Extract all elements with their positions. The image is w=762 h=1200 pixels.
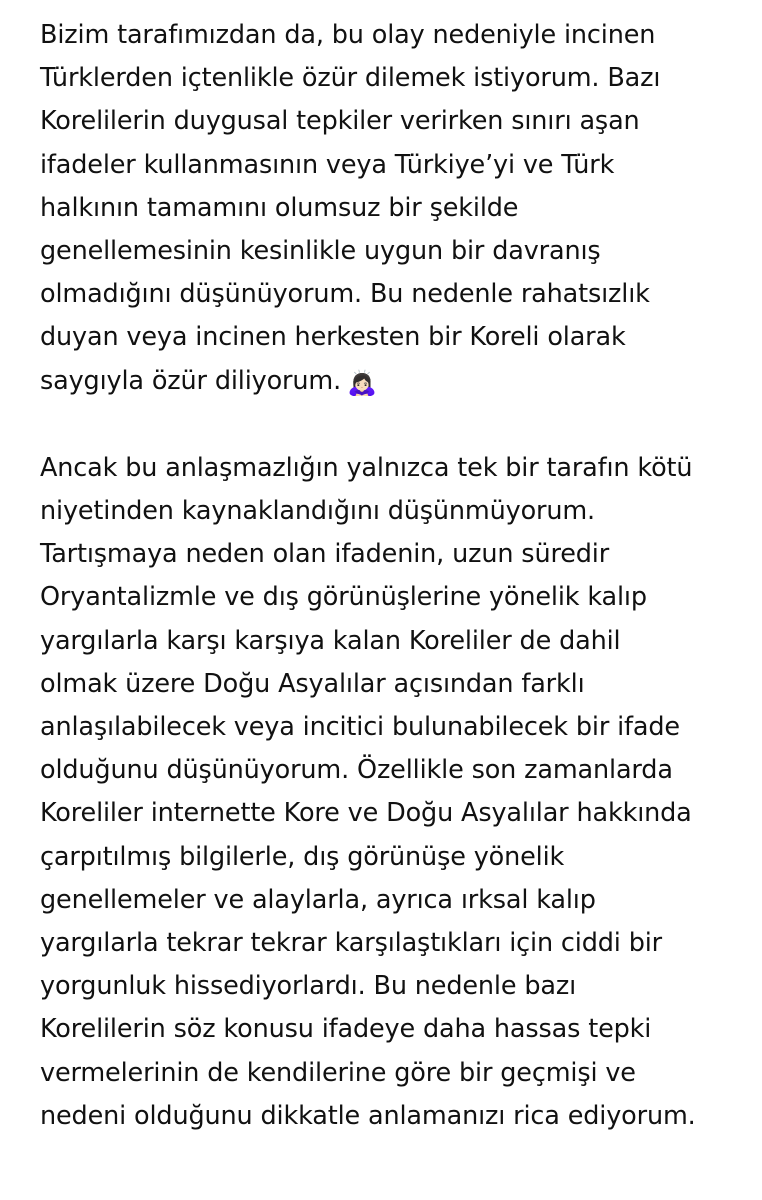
text-line: genellemeler ve alaylarla, ayrıca ırksal kalıp [40,884,596,915]
text-line: olmak üzere Doğu Asyalılar açısından farklı [40,668,585,699]
text-line: Korelilerin duygusal tepkiler verirken sınırı aşan [40,106,640,137]
text-line: Oryantalizmle ve dış görünüşlerine yönelik kalıp [40,582,647,613]
text-line: yargılarla tekrar tekrar karşılaştıkları için ciddi bir [40,928,663,959]
text-line: Tartışmaya neden olan ifadenin, uzun süredir [40,539,610,570]
text-line: Türklerden içtenlikle özür dilemek istiyorum. Bazı [40,63,661,94]
text-line: anlaşılabilecek veya incitici bulunabilecek bir ifade [40,712,680,743]
text-line: niyetinden kaynaklandığını düşünmüyorum. [40,496,596,527]
text-line: nedeni olduğunu dikkatle anlamanızı rica ediyorum. [40,1100,696,1131]
text-line: olmadığını düşünüyorum. Bu nedenle rahatsızlık [40,279,650,310]
text-line: olduğunu düşünüyorum. Özellikle son zamanlarda [40,755,673,786]
text-line: Bizim tarafımızdan da, bu olay nedeniyle incinen [40,20,656,50]
text-line: duyan veya incinen herkesten bir Koreli olarak [40,322,626,353]
text-line: Koreliler internette Kore ve Doğu Asyalılar hakkında [40,798,692,829]
text-line: yorgunluk hissediyorlardı. Bu nedenle bazı [40,971,577,1002]
text-line: çarpıtılmış bilgilerle, dış görünüşe yönelik [40,841,565,872]
text-line: genellemesinin kesinlikle uygun bir davranış [40,236,601,267]
bowing-woman-emoji-icon: 🙇🏻‍♀️ [347,368,377,397]
text-line: Ancak bu anlaşmazlığın yalnızca tek bir tarafın kötü [40,452,693,483]
text-line-content: saygıyla özür diliyorum. [40,365,342,396]
text-line: vermelerinin de kendilerine göre bir geçmişi ve [40,1057,636,1088]
text-line: yargılarla karşı karşıya kalan Koreliler de dahil [40,625,621,656]
text-line: Korelilerin söz konusu ifadeye daha hassas tepki [40,1014,652,1045]
text-line: ifadeler kullanmasının veya Türkiye’yi ve Türk [40,149,615,180]
paragraph-context [40,447,732,1138]
text-line-last [40,360,732,405]
paragraph-apology [40,14,732,405]
text-line: halkının tamamını olumsuz bir şekilde [40,192,519,223]
